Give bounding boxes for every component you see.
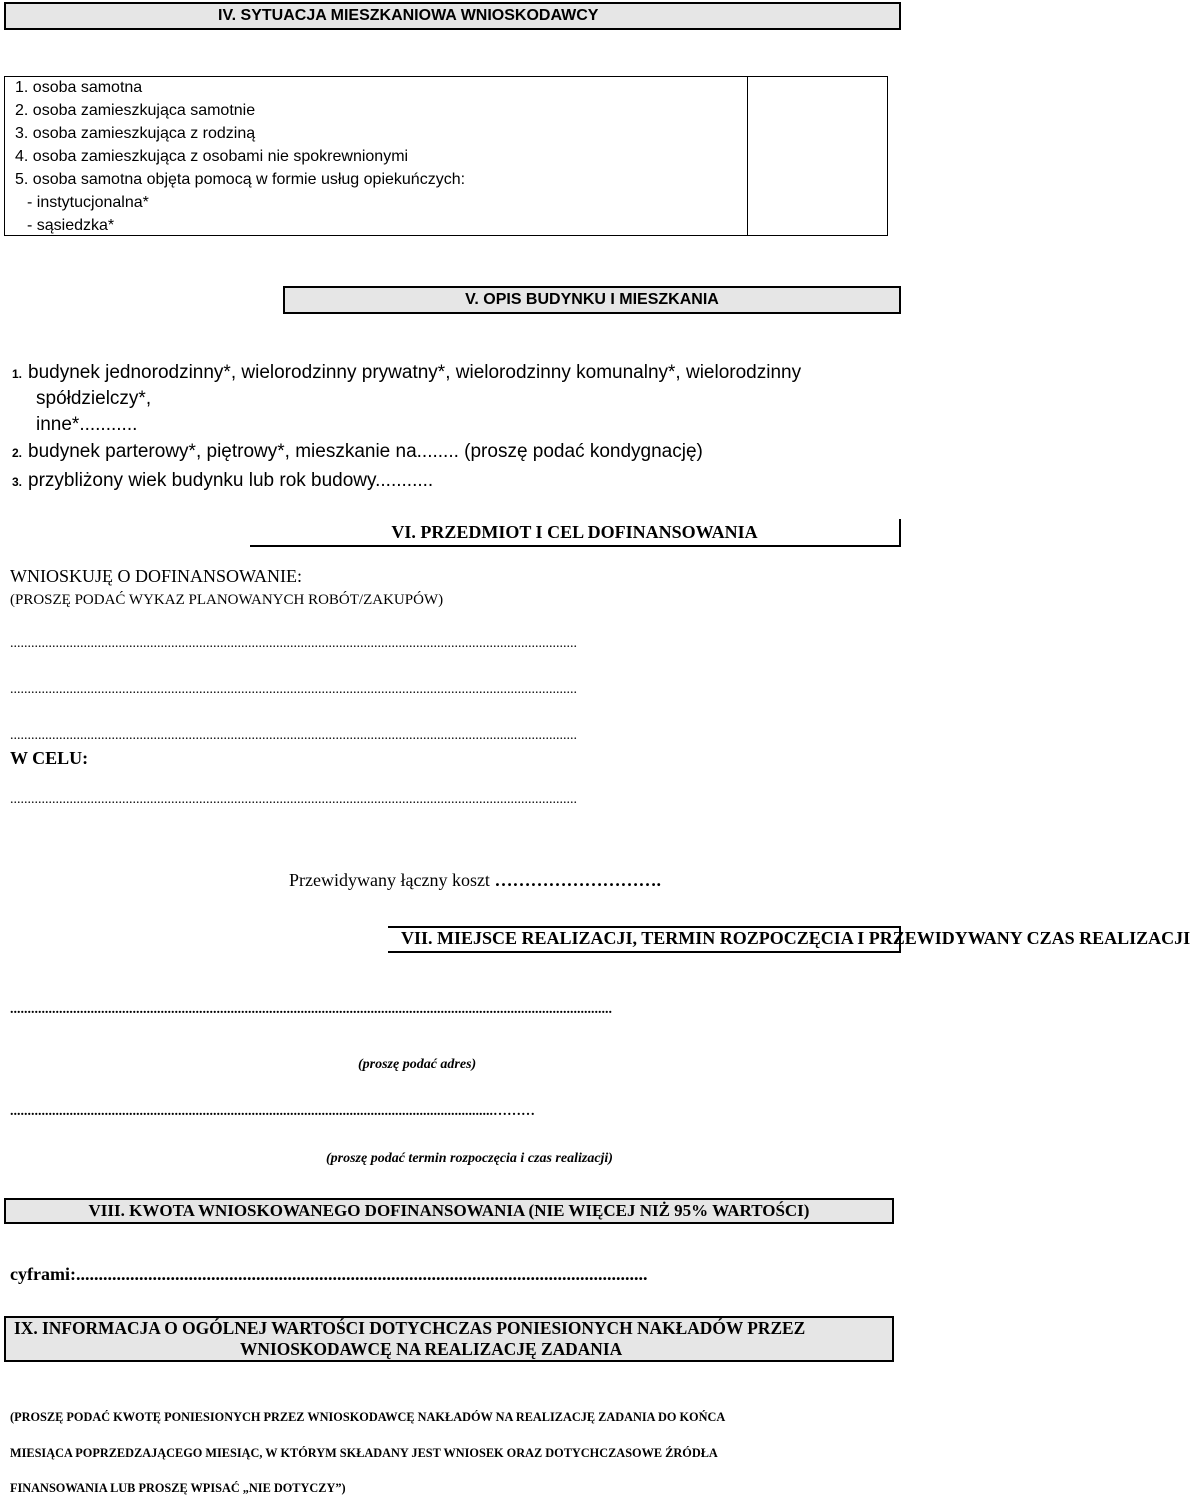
request-label: WNIOSKUJĘ O DOFINANSOWANIE: (10, 566, 302, 586)
amount-digits (10, 1264, 647, 1285)
building-floors-line (12, 441, 703, 463)
option-1: 1. osoba samotna (15, 79, 143, 96)
item-1-number: 1. (12, 367, 23, 381)
building-type-line1 (12, 362, 801, 384)
address-hint: (proszę podać adres) (358, 1057, 477, 1072)
section-8-title: VIII. KWOTA WNIOSKOWANEGO DOFINANSOWANIA (NIE WIĘCEJ NIŻ 95% WARTOŚCI) (88, 1201, 810, 1220)
term-dots: ..........................................................................................................................................……… (10, 1104, 535, 1119)
digits-dots: ............................................................................................................................... (75, 1264, 648, 1284)
section-9-body-line3: FINANSOWANIA LUB PROSZĘ WPISAĆ „NIE DOTYCZY”) (10, 1481, 346, 1495)
living-situation-options (4, 76, 888, 236)
section-9-header (4, 1316, 894, 1362)
goal-label: W CELU: (10, 748, 89, 768)
building-type-text: budynek jednorodzinny*, wielorodzinny prywatny*, wielorodzinny komunalny*, wielorodzinny (28, 362, 802, 383)
goal-dots: .................................................................................................................................................................. (10, 792, 577, 807)
section-8-header (4, 1198, 894, 1224)
section-5-title: V. OPIS BUDYNKU I MIESZKANIA (465, 291, 719, 308)
option-5a: - instytucjonalna* (27, 194, 149, 211)
cost-label: Przewidywany łączny koszt (289, 870, 490, 890)
options-divider (747, 77, 748, 235)
building-type-line2: spółdzielczy*, (36, 388, 152, 409)
section-4-header (4, 2, 901, 30)
option-4: 4. osoba zamieszkująca z osobami nie spokrewnionymi (15, 148, 409, 165)
section-9-title-line2: WNIOSKODAWCĘ NA REALIZACJĘ ZADANIA (240, 1339, 623, 1359)
section-6-header (250, 519, 901, 547)
section-6-title: VI. PRZEDMIOT I CEL DOFINANSOWANIA (391, 521, 758, 542)
building-age-text: przybliżony wiek budynku lub rok budowy........... (28, 470, 434, 491)
option-5: 5. osoba samotna objęta pomocą w formie usług opiekuńczych: (15, 171, 466, 188)
item-2-number: 2. (12, 446, 23, 460)
section-9-title-line1: IX. INFORMACJA O OGÓLNEJ WARTOŚCI DOTYCHCZAS PONIESIONYCH NAKŁADÓW PRZEZ (14, 1318, 806, 1338)
digits-label: cyframi: (10, 1264, 76, 1284)
building-type-other: inne*........... (36, 414, 138, 435)
option-5b: - sąsiedzka* (27, 217, 115, 234)
term-hint: (proszę podać termin rozpoczęcia i czas realizacji) (326, 1151, 613, 1166)
option-2: 2. osoba zamieszkująca samotnie (15, 102, 256, 119)
section-5-header (283, 286, 901, 314)
cost-dots: ………………………. (494, 870, 661, 890)
item-3-number: 3. (12, 475, 23, 489)
option-3: 3. osoba zamieszkująca z rodziną (15, 125, 256, 142)
request-hint: (PROSZĘ PODAĆ WYKAZ PLANOWANYCH ROBÓT/ZAKUPÓW) (10, 592, 444, 608)
section-9-body-line1: (PROSZĘ PODAĆ KWOTĘ PONIESIONYCH PRZEZ WNIOSKODAWCĘ NAKŁADÓW NA REALIZACJĘ ZADANIA DO KOŃCA (10, 1410, 726, 1424)
estimated-cost (289, 870, 661, 891)
section-7-title: VII. MIEJSCE REALIZACJI, TERMIN ROZPOCZĘCIA I PRZEWIDYWANY CZAS REALIZACJI (401, 928, 1190, 948)
building-age-line (12, 470, 433, 492)
address-dots: ............................................................................................................................................................................ (10, 1002, 612, 1017)
request-dots-1: .................................................................................................................................................................. (10, 636, 577, 651)
request-dots-3: .................................................................................................................................................................. (10, 728, 577, 743)
request-dots-2: .................................................................................................................................................................. (10, 682, 577, 697)
section-4-title: IV. SYTUACJA MIESZKANIOWA WNIOSKODAWCY (218, 7, 599, 24)
section-9-body-line2: MIESIĄCA POPRZEDZAJĄCEGO MIESIĄC, W KTÓRYM SKŁADANY JEST WNIOSEK ORAZ DOTYCHCZASOWE ŹRÓDŁA (10, 1446, 718, 1460)
building-floors-text: budynek parterowy*, piętrowy*, mieszkanie na........ (proszę podać kondygnację) (28, 441, 703, 462)
